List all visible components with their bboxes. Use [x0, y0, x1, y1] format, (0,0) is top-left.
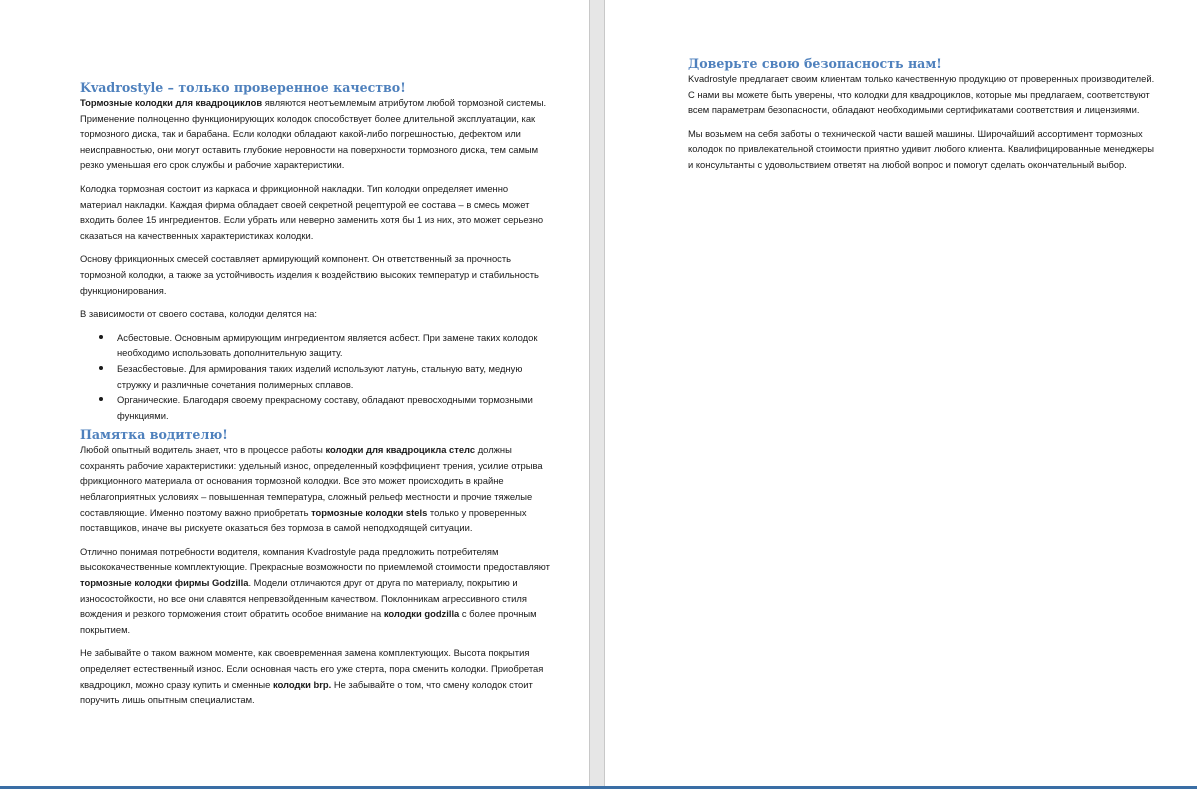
- bold-term: колодки для квадроцикла стелс: [325, 444, 476, 456]
- heading-driver-memo: Памятка водителю!: [80, 427, 228, 443]
- list-item: Органические. Благодаря своему прекрасному составу, обладают превосходными тормозными функциями.: [80, 392, 550, 423]
- paragraph-intro: Тормозные колодки для квадроциклов являются неотъемлемым атрибутом любой тормозной системы. Применение полноценно функционирующих колодок способствует более длительной эксплуатации, как тормозного диска, так и барабана. Если колодки обладают какой-либо погрешностью, дефектом или неисправностью, они могут оставить глубокие неровности на поверхности тормозного диска, тем самым резко уменьшая его срок службы и рабочие характеристики.: [80, 97, 547, 171]
- bullet-icon: [99, 335, 103, 339]
- bold-term: Тормозные колодки для квадроциклов: [80, 97, 263, 108]
- list-item: Асбестовые. Основным армирующим ингредиентом является асбест. При замене таких колодок необходимо использовать дополнительную защиту.: [80, 330, 550, 361]
- paragraph-types-intro: В зависимости от своего состава, колодки делятся на:: [80, 308, 318, 320]
- page-1-content: [80, 80, 550, 716]
- paragraph-service: Мы возьмем на себя заботы о технической части вашей машины. Широчайший ассортимент тормозных колодок по привлекательной стоимости приятно удивит любого клиента. Квалифицированные менеджеры и консультанты с удовольствием ответят на любой вопрос и помогут сделать окончательный выбор.: [688, 127, 1154, 170]
- bullet-list: [80, 330, 550, 424]
- heading-quality: Kvadrostyle – только проверенное качество!: [80, 80, 406, 95]
- paragraph-driver: Любой опытный водитель знает, что в процессе работы колодки для квадроцикла стелс должны сохранять рабочие характеристики: удельный износ, определенный коэффициент трения, усилие отрыва фрикционного материала от основания тормозной колодки. Все это может происходить в крайне неблагоприятных условиях – повышенная температура, сложный рельеф местности и прочие тяжелые составляющие. Именно поэтому важно приобретать тормозные колодки stels только у проверенных поставщиков, иначе вы рискуете оказаться без тормоза в самой неподходящей ситуации.: [80, 444, 543, 534]
- paragraph-friction: Основу фрикционных смесей составляет армирующий компонент. Он ответственный за прочность тормозной колодки, а также за устойчивость изделия к воздействию высоких температур и стабильность функционирования.: [80, 253, 539, 296]
- paragraph-products: Kvadrostyle предлагает своим клиентам только качественную продукцию от проверенных производителей. С нами вы можете быть уверены, что колодки для квадроциклов, которые мы предлагаем, соответствуют всем параметрам безопасности, обладают необходимыми сертификатами соответствия и лицензиями.: [688, 73, 1155, 116]
- bold-term: тормозные колодки фирмы Godzilla: [80, 577, 249, 589]
- bullet-icon: [99, 397, 103, 401]
- list-item: Безасбестовые. Для армирования таких изделий используют латунь, стальную вату, медную стружку и различные сочетания полимерных сплавов.: [80, 361, 550, 392]
- paragraph-godzilla: Отлично понимая потребности водителя, компания Kvadrostyle рада предложить потребителям высококачественные комплектующие. Прекрасные возможности по приемлемой стоимости предоставляют тормозные колодки фирмы Godzilla. Модели отличаются друг от друга по материалу, покрытию и износостойкости, но все они славятся непревзойденным качеством. Поклонникам агрессивного стиля вождения и резкого торможения стоит обратить особое внимание на колодки godzilla с более прочным покрытием.: [80, 545, 550, 635]
- page-separator: [589, 0, 605, 789]
- page-2-content: [688, 56, 1158, 181]
- bold-term: колодки godzilla: [383, 608, 460, 620]
- bold-term: колодки brp.: [273, 678, 332, 690]
- document-page-2[interactable]: [605, 0, 1197, 789]
- bullet-icon: [99, 366, 103, 370]
- paragraph-structure: Колодка тормозная состоит из каркаса и фрикционной накладки. Тип колодки определяет именно материал накладки. Каждая фирма обладает своей секретной рецептурой ее состава – в смесь может входить более 15 ингредиентов. Если убрать или неверно заменить хотя бы 1 из них, это может серьезно сказаться на качественных характеристиках колодки.: [80, 182, 544, 241]
- document-page-1[interactable]: [0, 0, 589, 789]
- paragraph-replacement: Не забывайте о таком важном моменте, как своевременная замена комплектующих. Высота покрытия определяет естественный износ. Если основная часть его уже стерта, пора сменить колодки. Приобретая квадроцикл, можно сразу купить и сменные колодки brp. Не забывайте о том, что смену колодок стоит поручить лишь опытным специалистам.: [80, 647, 544, 706]
- bold-term: тормозные колодки stels: [311, 506, 428, 518]
- heading-trust: Доверьте свою безопасность нам!: [688, 56, 942, 71]
